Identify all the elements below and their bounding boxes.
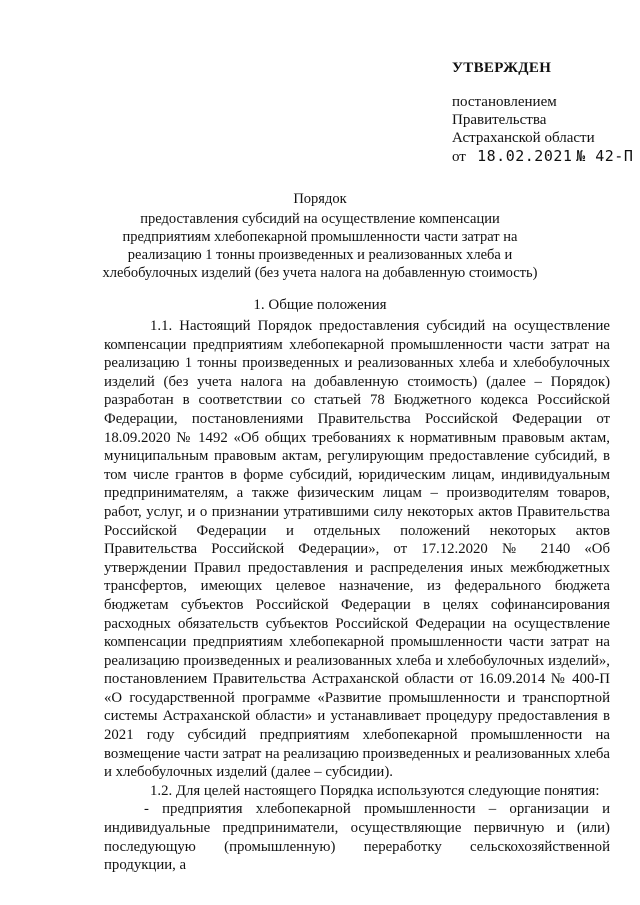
paragraph-1-1: 1.1. Настоящий Порядок предоставления субсидий на осуществление компенсации предприятиям хлебопекарной промышленности части затрат на реализацию 1 тонны произведенных и реализованных хлеба и хлебобулочных изделий (без учета налога на добавленную стоимость) (далее – Порядок) разработан в соответствии со статьей 78 Бюджетного кодекса Российской Федерации, постановлениями Правительства Российской Федерации от 18.09.2020 № 1492 «Об общих требованиях к нормативным правовым актам, муниципальным правовым актам, регулирующим предоставление субсидий, в том числе грантов в форме субсидий, юридическим лицам, индивидуальным предпринимателям, а также физическим лицам – производителям товаров, работ, услуг, и о признании утратившими силу некоторых актов Правительства Российской Федерации и отдельных положений некоторых актов Правительства Российской Федерации», от 17.12.2020 № 2140 «Об утверждении Правил предоставления и распределения иных межбюджетных трансфертов, имеющих целевое назначение, из федерального бюджета бюджетам субъектов Российской Федерации в целях софинансирования расходных обязательств субъектов Российской Федерации на осуществление компенсации предприятиям хлебопекарной промышленности части затрат на реализацию произведенных и реализованных хлеба и хлебобулочных изделий», постановлением Правительства Астраханской области от 16.09.2014 № 400-П «О государственной программе «Развитие промышленности и транспортной системы Астраханской области» и устанавливает процедуру предоставления в 2021 году субсидий предприятиям хлебопекарной промышленности на возмещение части затрат на реализацию произведенных и реализованных хлеба и хлебобулочных изделий (далее – субсидии). (104, 318, 610, 781)
approval-date-prefix: от (452, 149, 466, 165)
approval-line-1: постановлением (452, 94, 557, 110)
approval-date-line (452, 147, 633, 166)
approval-line-2: Правительства (452, 112, 547, 128)
approval-line-3: Астраханской области (452, 130, 595, 146)
approval-date: 18.02.2021 (477, 147, 573, 165)
definition-item: - предприятия хлебопекарной промышленности – организации и индивидуальные предприниматели, осуществляющие первичную и (или) последующую (промышленную) переработку сельскохозяйственной продукции, а (104, 801, 610, 874)
paragraph-1-2: 1.2. Для целей настоящего Порядка используются следующие понятия: (150, 782, 600, 799)
section-heading: 1. Общие положения (253, 297, 387, 313)
approval-block (452, 59, 633, 166)
approval-stamp: УТВЕРЖДЕН (452, 60, 552, 76)
document-title (95, 190, 545, 282)
approval-number: № 42-П (576, 147, 634, 165)
title-heading: Порядок (293, 191, 347, 207)
document-body (104, 317, 610, 875)
title-text: предоставления субсидий на осуществление компенсации предприятиям хлебопекарной промышленности части затрат на реализацию 1 тонны произведенных и реализованных хлеба и хлебобулочных изделий (без учета налога на добавленную стоимость) (102, 211, 538, 281)
